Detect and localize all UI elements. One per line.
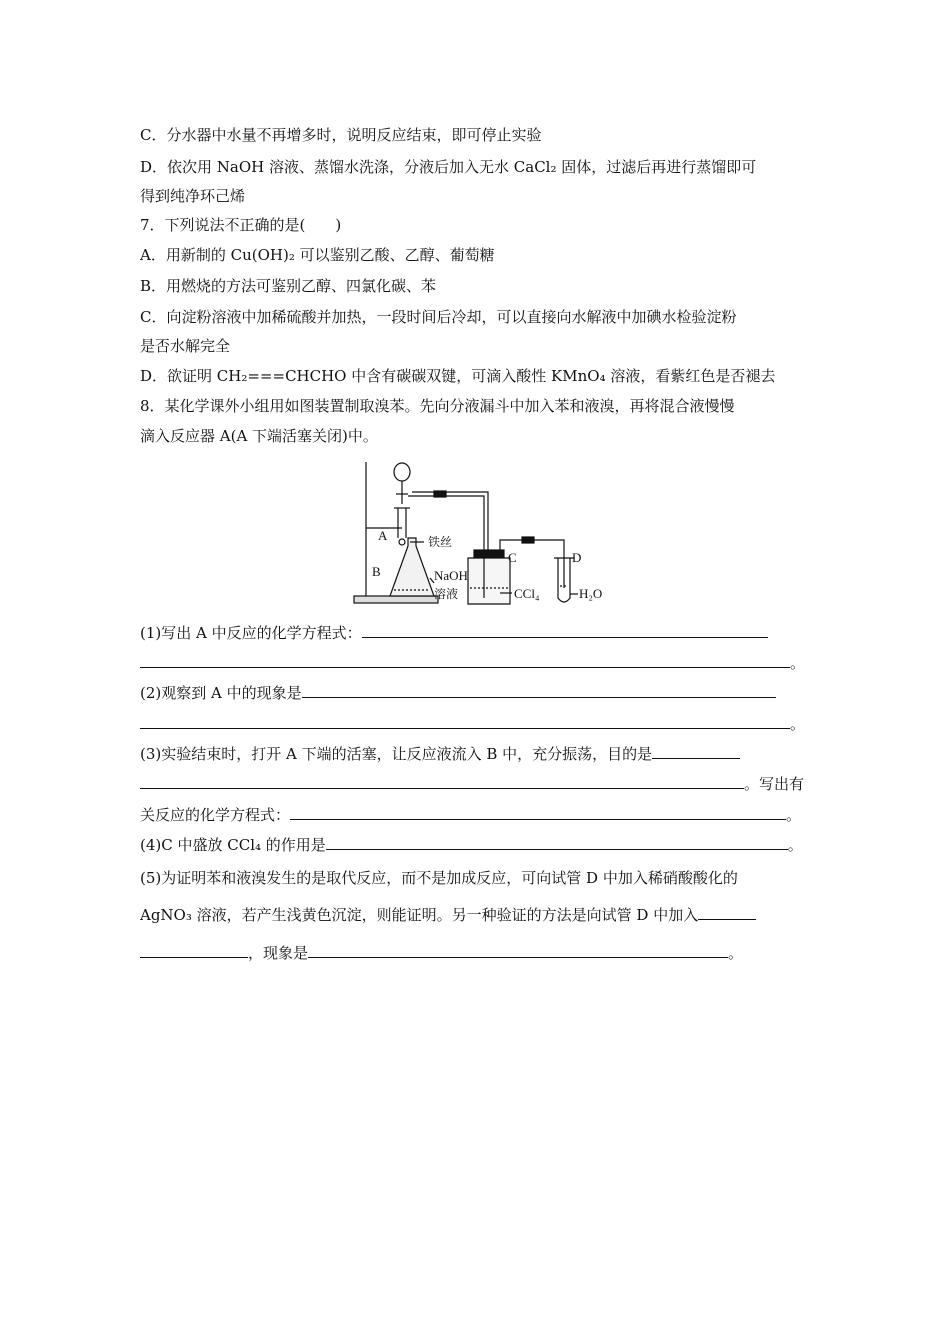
part-2-continuation <box>140 714 812 734</box>
option-d-q7: D．欲证明 CH₂===CHCHO 中含有碳碳双键，可滴入酸性 KMnO₄ 溶液，看紫红色是否褪去 <box>140 367 776 385</box>
part-3-continuation <box>140 774 812 794</box>
question-7-stem: 7．下列说法不正确的是( ) <box>140 216 342 234</box>
apparatus-diagram <box>350 458 610 608</box>
part-3-tail: 。写出有 <box>744 775 805 793</box>
part-5-line2 <box>140 905 812 925</box>
option-a-q7: A．用新制的 Cu(OH)₂ 可以鉴别乙酸、乙醇、葡萄糖 <box>140 246 495 264</box>
period: 。 <box>790 715 806 733</box>
part-2-text: (2)观察到 A 中的现象是 <box>140 684 302 702</box>
part-5-line1: (5)为证明苯和液溴发生的是取代反应，而不是加成反应，可向试管 D 中加入稀硝酸酸化的 <box>140 869 738 887</box>
answer-blank-5b[interactable] <box>140 943 248 958</box>
part-1-text: (1)写出 A 中反应的化学方程式： <box>140 624 362 642</box>
option-c-q7-line1: C．向淀粉溶液中加稀硫酸并加热，一段时间后冷却，可以直接向水解液中加碘水检验淀粉 <box>140 308 737 326</box>
dropping-funnel <box>394 463 410 481</box>
stand-base <box>354 596 438 603</box>
part-5-phenomenon: ，现象是 <box>248 944 309 962</box>
label-naoh: NaOH <box>434 568 468 583</box>
label-iron-wire: 铁丝 <box>428 535 453 549</box>
option-b-q7: B．用燃烧的方法可鉴别乙醇、四氯化碳、苯 <box>140 277 437 295</box>
answer-blank-5a[interactable] <box>698 905 756 920</box>
period: 。 <box>790 654 806 672</box>
answer-blank-3[interactable] <box>652 744 740 759</box>
question-8-stem-line2: 滴入反应器 A(A 下端活塞关闭)中。 <box>140 427 378 445</box>
part-5-line3 <box>140 943 812 963</box>
option-d-q6-line1: D．依次用 NaOH 溶液、蒸馏水洗涤，分液后加入无水 CaCl₂ 固体，过滤后再进行蒸馏即可 <box>140 158 757 176</box>
label-ccl4: CCl₄ <box>514 586 540 601</box>
option-c-q6: C．分水器中水量不再增多时，说明反应结束，即可停止实验 <box>140 126 542 144</box>
part-4-prompt <box>140 835 812 855</box>
part-1-continuation <box>140 653 812 673</box>
answer-blank-3b[interactable] <box>140 774 744 789</box>
option-d-q6-line2: 得到纯净环己烯 <box>140 187 246 205</box>
answer-blank-2b[interactable] <box>140 714 790 729</box>
label-c: C <box>508 550 517 565</box>
period: 。 <box>787 836 803 854</box>
period: 。 <box>786 806 802 824</box>
answer-blank-3c[interactable] <box>290 805 786 820</box>
answer-blank-5c[interactable] <box>308 943 728 958</box>
answer-blank-1b[interactable] <box>140 653 790 668</box>
period: 。 <box>728 944 744 962</box>
label-a: A <box>378 528 388 543</box>
answer-blank-4[interactable] <box>326 835 788 850</box>
part-1-prompt <box>140 623 812 643</box>
part-4-text: (4)C 中盛放 CCl₄ 的作用是 <box>140 836 326 854</box>
answer-blank-2[interactable] <box>302 683 776 698</box>
part-3-equation <box>140 805 812 825</box>
part-3-prompt <box>140 744 812 764</box>
answer-blank-1[interactable] <box>362 623 768 638</box>
part-5-text: AgNO₃ 溶液，若产生浅黄色沉淀，则能证明。另一种验证的方法是向试管 D 中加入 <box>140 906 699 924</box>
option-c-q7-line2: 是否水解完全 <box>140 337 231 355</box>
label-h2o: H₂O <box>579 586 603 601</box>
part-2-prompt <box>140 683 812 703</box>
label-solution: 溶液 <box>434 587 459 601</box>
label-b: B <box>372 564 381 579</box>
part-3-text: (3)实验结束时，打开 A 下端的活塞，让反应液流入 B 中，充分振荡，目的是 <box>140 745 653 763</box>
question-8-stem-line1: 8．某化学课外小组用如图装置制取溴苯。先向分液漏斗中加入苯和液溴，再将混合液慢慢 <box>140 397 735 415</box>
part-3-equation-text: 关反应的化学方程式： <box>140 806 291 824</box>
reactor-a-stopcock <box>399 539 405 545</box>
bottle-c <box>468 558 510 604</box>
label-d: D <box>572 550 582 565</box>
